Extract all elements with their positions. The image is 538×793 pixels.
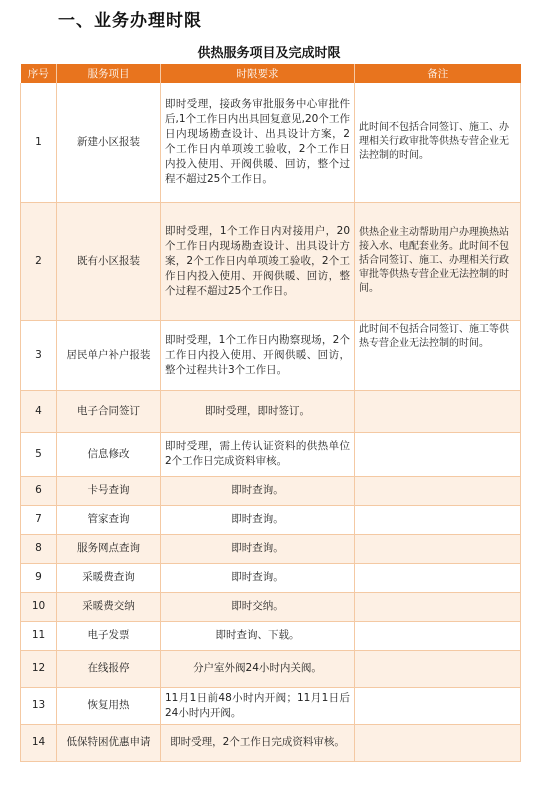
row-requirement: 即时查询。 <box>161 534 355 563</box>
row-item: 卡号查询 <box>57 476 161 505</box>
row-item: 新建小区报装 <box>57 83 161 202</box>
table-header-row <box>21 64 521 83</box>
table-row <box>21 592 521 621</box>
row-item: 恢复用热 <box>57 687 161 724</box>
row-no: 6 <box>21 476 57 505</box>
table-row <box>21 390 521 432</box>
row-item: 低保特困优惠申请 <box>57 724 161 761</box>
row-requirement: 即时受理，1个工作日内对接用户，20个工作日内现场勘查设计、出具设计方案，2个工作日内单项竣工验收，2个工作日内投入使用、开阀供暖、回访，整个过程不超过25个工作日。 <box>161 202 355 320</box>
row-note <box>355 687 521 724</box>
row-no: 14 <box>21 724 57 761</box>
row-item: 电子合同签订 <box>57 390 161 432</box>
row-no: 8 <box>21 534 57 563</box>
table-row <box>21 320 521 390</box>
table-row <box>21 621 521 650</box>
section-title: 一、业务办理时限 <box>58 11 202 31</box>
row-no: 10 <box>21 592 57 621</box>
row-note <box>355 724 521 761</box>
row-note: 此时间不包括合同签订、施工、办理相关行政审批等供热专营企业无法控制的时间。 <box>355 83 521 202</box>
table-row <box>21 534 521 563</box>
row-no: 7 <box>21 505 57 534</box>
table-row <box>21 505 521 534</box>
row-note: 此时间不包括合同签订、施工等供热专营企业无法控制的时间。 <box>355 320 521 390</box>
row-no: 5 <box>21 432 57 476</box>
table-row <box>21 202 521 320</box>
header-requirement: 时限要求 <box>161 64 355 83</box>
header-note: 备注 <box>355 64 521 83</box>
row-item: 在线报停 <box>57 650 161 687</box>
row-no: 11 <box>21 621 57 650</box>
row-requirement: 即时受理，即时签订。 <box>161 390 355 432</box>
table-row <box>21 563 521 592</box>
table-row <box>21 724 521 761</box>
table-row <box>21 432 521 476</box>
row-requirement: 即时查询。 <box>161 476 355 505</box>
row-note <box>355 534 521 563</box>
service-time-table <box>20 64 521 762</box>
row-requirement: 即时受理，接政务审批服务中心审批件后,1个工作日内出具回复意见,20个工作日内现场勘查设计、出具设计方案，2个工作日内单项竣工验收，2个工作日内投入使用、开阀供暖、回访，整个过程不超过25个工作日。 <box>161 83 355 202</box>
row-item: 居民单户补户报装 <box>57 320 161 390</box>
row-note <box>355 621 521 650</box>
row-item: 采暖费查询 <box>57 563 161 592</box>
header-item: 服务项目 <box>57 64 161 83</box>
row-item: 管家查询 <box>57 505 161 534</box>
table-row <box>21 476 521 505</box>
row-no: 13 <box>21 687 57 724</box>
row-note <box>355 592 521 621</box>
row-note <box>355 505 521 534</box>
row-requirement: 即时查询、下载。 <box>161 621 355 650</box>
row-item: 信息修改 <box>57 432 161 476</box>
row-no: 9 <box>21 563 57 592</box>
row-requirement: 11月1日前48小时内开阀；11月1日后24小时内开阀。 <box>161 687 355 724</box>
row-no: 1 <box>21 83 57 202</box>
row-no: 4 <box>21 390 57 432</box>
row-requirement: 即时受理，1个工作日内勘察现场，2个工作日内投入使用、开阀供暖、回访，整个过程共计3个工作日。 <box>161 320 355 390</box>
table-row <box>21 687 521 724</box>
row-item: 服务网点查询 <box>57 534 161 563</box>
row-item: 既有小区报装 <box>57 202 161 320</box>
table-row <box>21 650 521 687</box>
row-requirement: 即时受理，需上传认证资料的供热单位2个工作日完成资料审核。 <box>161 432 355 476</box>
row-requirement: 即时查询。 <box>161 505 355 534</box>
table-title: 供热服务项目及完成时限 <box>197 46 341 61</box>
row-no: 3 <box>21 320 57 390</box>
row-note: 供热企业主动帮助用户办理换热站接入水、电配套业务。此时间不包括合同签订、施工、办理相关行政审批等供热专营企业无法控制的时间。 <box>355 202 521 320</box>
row-note <box>355 563 521 592</box>
row-requirement: 分户室外阀24小时内关阀。 <box>161 650 355 687</box>
row-note <box>355 432 521 476</box>
row-note <box>355 390 521 432</box>
row-requirement: 即时交纳。 <box>161 592 355 621</box>
header-no: 序号 <box>21 64 57 83</box>
row-item: 采暖费交纳 <box>57 592 161 621</box>
row-requirement: 即时查询。 <box>161 563 355 592</box>
row-no: 2 <box>21 202 57 320</box>
row-item: 电子发票 <box>57 621 161 650</box>
row-note <box>355 476 521 505</box>
row-no: 12 <box>21 650 57 687</box>
table-row <box>21 83 521 202</box>
row-note <box>355 650 521 687</box>
row-requirement: 即时受理，2个工作日完成资料审核。 <box>161 724 355 761</box>
